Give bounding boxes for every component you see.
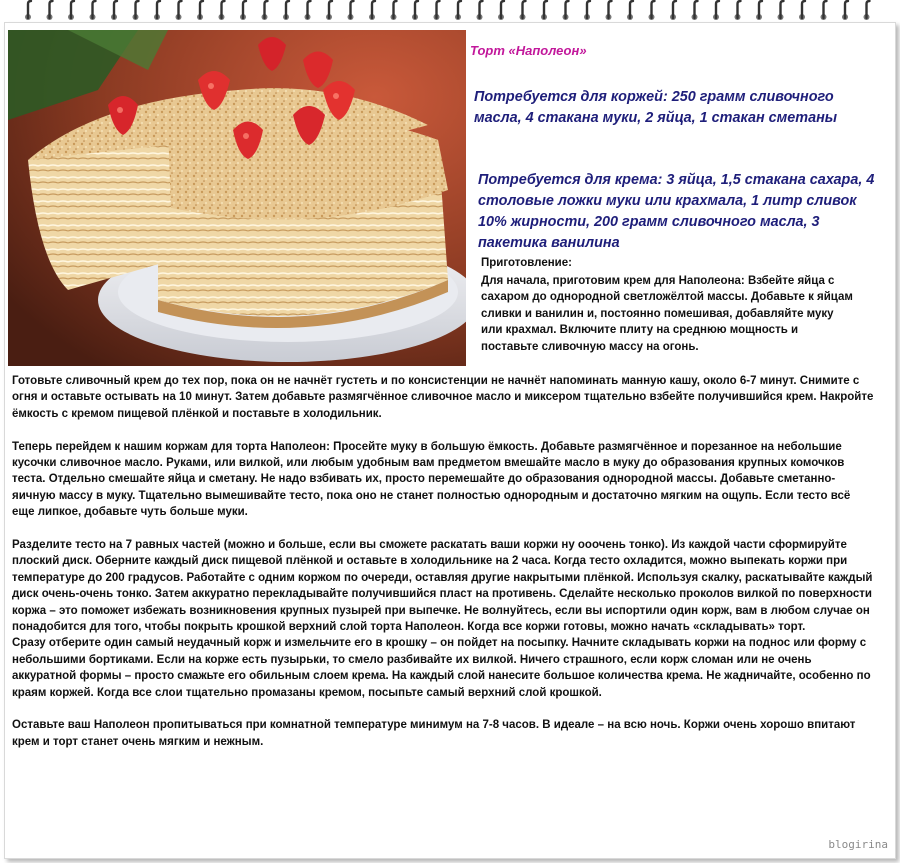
preparation-steps (12, 373, 874, 750)
step-paragraph: Оставьте ваш Наполеон пропитываться при комнатной температуре минимум на 7-8 часов. В идеале – на всю ночь. Коржи очень хорошо впитают крем и торт станет очень мягким и нежным. (12, 719, 856, 748)
preparation-heading: Приготовление: (481, 257, 572, 269)
step-paragraph: Сразу отберите один самый неудачный корж и измельчите его в крошку – он пойдет на посыпку. Начните складывать коржи на поднос или форму с небольшими бортиками. Если на корже есть пузырьки, то смело разбивайте их вилкой. Ничего страшного, если корж сломан или не очень аккуратной формы – просто смажьте его обильным слоем крема. На каждый слой нанесите большое количества крема. Не жадничайте, особенно по краям коржей. Когда все слои тщательно промазаны кремом, посыпьте самый верхний слой крошкой. (12, 637, 871, 699)
preparation-intro: Для начала, приготовим крем для Наполеона: Взбейте яйца с сахаром до однородной светложёлтой массы. Добавьте к яйцам сливки и ванилин и, постоянно помешивая, добавляйте муку или крахмал. Включите плиту на среднюю мощность и поставьте сливочную массу на огонь. (481, 275, 853, 353)
step-paragraph: Готовьте сливочный крем до тех пор, пока он не начнёт густеть и по консистенции не начнёт напоминать манную кашу, около 6-7 минут. Снимите с огня и оставьте остывать на 10 минут. Затем добавьте размягчённое сливочное масло и миксером тщательно взбейте получившийся крем. Накройте ёмкость с кремом пищевой плёнкой и поставьте в холодильник. (12, 375, 874, 420)
notebook-spiral-icon (0, 0, 900, 32)
watermark: blogirina (828, 838, 888, 851)
step-paragraph: Разделите тесто на 7 равных частей (можно и больше, если вы сможете раскатать ваши коржи ну ооочень тонко). Из каждой части сформируйте плоский диск. Оберните каждый диск пищевой плёнкой и оставьте в холодильнике на 2 часа. Когда тесто охладится, можно выпекать коржи при температуре до 200 градусов. Работайте с одним коржом по очереди, оставляя другие накрытыми плёнкой. Используя скалку, раскатывайте каждый диск очень-очень тонко. Затем аккуратно перекладывайте получившийся пласт на противень. Сделайте несколько проколов вилкой по поверхности коржа – это поможет избежать возникновения крупных пузырей при выпечке. Не волнуйтесь, если вы испортили один корж, вам в любом случае он понадобится для того, чтобы покрыть крошкой верхний слой торта Наполеон. Когда все коржи готовы, можно начать «складывать» торт. (12, 539, 873, 634)
crust-ingredients: Потребуется для коржей: 250 грамм сливочного масла, 4 стакана муки, 2 яйца, 1 стакан сметаны (474, 89, 838, 126)
step-paragraph: Теперь перейдем к нашим коржам для торта Наполеон: Просейте муку в большую ёмкость. Добавьте размягчённое и порезанное на небольшие кусочки сливочное масло. Руками, или вилкой, или любым удобным вам предметом вмешайте масло в муку до образования крупных комочков теста. Отдельно смешайте яйца и сметану. Не надо взбивать их, просто перемешайте до образования однородной массы. Добавьте сметанно-яичную массу в муку. Тщательно вымешивайте тесто, пока оно не станет полностью однородным и достаточно мягким на ощупь. Если тесто всё еще липкое, добавьте чуть больше муки. (12, 440, 851, 519)
cream-ingredients: Потребуется для крема: 3 яйца, 1,5 стакана сахара, 4 столовые ложки муки или крахмала, 1 литр сливок 10% жирности, 200 грамм сливочного масла, 3 пакетика ванилина (478, 172, 875, 251)
cake-photo (8, 30, 466, 366)
recipe-title: Торт «Наполеон» (470, 43, 587, 58)
